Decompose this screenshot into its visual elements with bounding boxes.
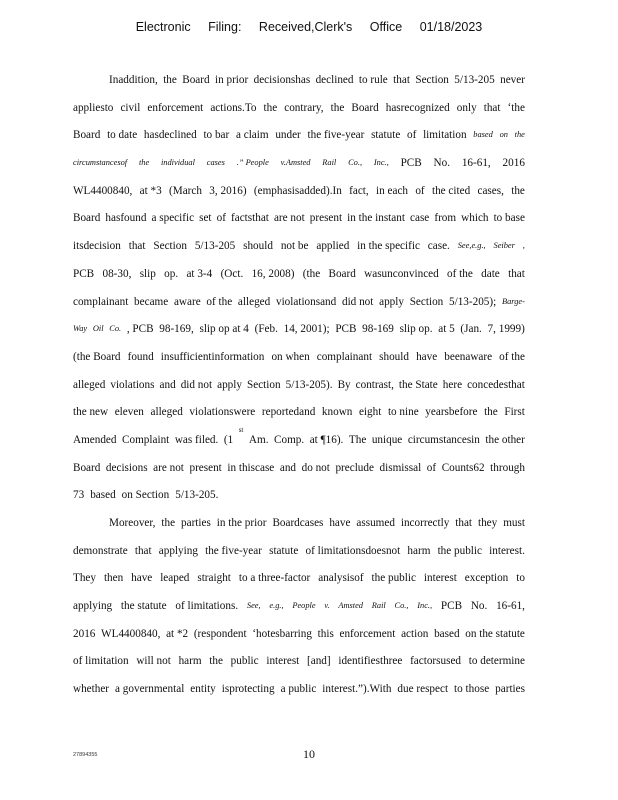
word: at 3-4: [186, 267, 213, 280]
word: did not: [180, 378, 213, 391]
word: 5/13-205).: [285, 378, 333, 391]
word: that: [128, 240, 146, 253]
word: harm: [407, 544, 431, 557]
word: parties: [495, 683, 525, 696]
word: WL4400840,: [101, 627, 161, 640]
word: PCB: [400, 157, 422, 170]
word: action: [401, 627, 429, 640]
word: (March: [169, 184, 202, 197]
word: factorsused: [410, 655, 462, 668]
word: Section: [415, 74, 449, 86]
word: No.: [433, 157, 451, 170]
word: (Jan.: [460, 323, 482, 336]
word: the cited: [431, 184, 471, 197]
word: By: [337, 378, 351, 391]
word: the five-year: [307, 129, 365, 142]
word: slip: [139, 267, 156, 280]
word: 14, 2001);: [283, 323, 330, 336]
word: Seiber: [493, 241, 515, 251]
word: which: [461, 212, 489, 225]
header-word: Electronic: [135, 20, 191, 34]
word: present: [309, 212, 343, 225]
word: the: [163, 74, 177, 86]
word: only: [456, 101, 477, 114]
word: was filed.: [174, 433, 219, 446]
word: Board: [182, 74, 210, 86]
word: Board: [73, 212, 101, 225]
word: PCB: [440, 600, 463, 613]
word: Co.,: [348, 158, 363, 168]
text-line: [73, 568, 525, 596]
word: enforcement: [339, 627, 396, 640]
word: apply: [379, 295, 404, 308]
word: the five-year: [205, 544, 262, 557]
word: identifiesthree: [338, 655, 403, 668]
word: demonstrate: [73, 544, 128, 557]
word: to a three-factor: [238, 572, 311, 585]
word: known: [321, 406, 353, 419]
word: the new: [73, 406, 109, 419]
word: itsdecision: [73, 240, 121, 253]
word: cases,: [477, 184, 504, 197]
word: to rule: [358, 74, 388, 86]
word: on: [499, 130, 508, 140]
word: First: [504, 406, 525, 419]
word: will not: [136, 655, 171, 668]
word: (1: [223, 433, 234, 446]
word: circumstancesof: [73, 158, 128, 168]
word: set: [199, 212, 212, 225]
word: of the: [499, 350, 525, 363]
word: applying: [73, 600, 113, 613]
word: the: [330, 101, 345, 114]
word: 2016: [73, 627, 96, 640]
text-line: [73, 624, 525, 652]
word: circumstancesin: [407, 433, 480, 446]
word: of: [415, 184, 425, 197]
word: of the: [447, 267, 473, 280]
word: declined: [315, 74, 354, 86]
word: Counts62: [441, 461, 485, 474]
word: case.: [427, 240, 450, 253]
word: the State: [398, 378, 438, 391]
word: Comp.: [274, 433, 305, 446]
word: actions.To: [210, 101, 257, 114]
header-word: Received,Clerk's: [258, 20, 353, 34]
word: to base: [493, 212, 525, 225]
word: 98-169: [362, 323, 394, 336]
document-body: [73, 70, 525, 707]
word: at *2: [166, 627, 189, 640]
word: individual: [160, 158, 195, 168]
word: dismissal: [379, 461, 422, 474]
word: ‘the: [507, 101, 525, 114]
word: 98-169,: [159, 323, 194, 336]
word: under: [275, 129, 301, 142]
word: to nine: [387, 406, 419, 419]
word: Boardcases: [272, 517, 324, 529]
text-line: [73, 181, 525, 209]
word: to those: [454, 683, 490, 696]
word: the other: [485, 433, 525, 446]
word: the public: [371, 572, 416, 585]
document-code: 27894355: [73, 752, 98, 758]
word: (Oct.: [220, 267, 244, 280]
word: present: [189, 461, 222, 474]
word: of the: [206, 295, 233, 308]
word: 5/13-205: [194, 240, 236, 253]
text-line: [73, 425, 525, 458]
word: the: [514, 130, 525, 140]
word: in the specific: [357, 240, 420, 253]
word: complainant: [316, 350, 373, 363]
text-line: [73, 347, 525, 375]
text-line: [73, 513, 525, 541]
word: 73: [73, 489, 85, 502]
word: on Section: [121, 489, 170, 502]
word: , PCB: [126, 323, 154, 336]
word: a public: [280, 683, 317, 696]
text-line: [73, 98, 525, 126]
word: hasrecognized: [385, 101, 450, 114]
word: the public: [437, 544, 482, 557]
word: slip op.: [399, 323, 433, 336]
word: interest.: [489, 544, 525, 557]
word: Barge-: [501, 296, 525, 306]
word: slip op at 4: [199, 323, 249, 336]
word: applied: [316, 240, 350, 253]
word: leaped: [160, 572, 190, 585]
word: 16-61,: [496, 600, 525, 613]
text-line: [73, 541, 525, 569]
word: from: [434, 212, 457, 225]
word: date: [481, 267, 500, 280]
word: entity: [190, 683, 216, 696]
word: interest: [423, 572, 457, 585]
word: applying: [158, 544, 198, 557]
word: 2016: [502, 157, 525, 170]
word: a specific: [151, 212, 195, 225]
word: assumed: [356, 517, 395, 529]
word: op.: [164, 267, 179, 280]
word: Section: [247, 378, 281, 391]
word: concedesthat: [467, 378, 525, 391]
text-line: [73, 264, 525, 292]
word: became: [134, 295, 169, 308]
text-line: [73, 402, 525, 430]
word: enforcement: [147, 101, 204, 114]
word: insufficientinformation: [160, 350, 265, 363]
word: Complaint: [122, 433, 170, 446]
word: statute: [269, 544, 299, 557]
text-line: [73, 485, 525, 513]
word: in prior: [214, 74, 249, 86]
word: the: [484, 406, 498, 419]
word: alleged: [73, 378, 106, 391]
word: hasdeclined: [143, 129, 197, 142]
word: public: [230, 655, 259, 668]
word: 16-61,: [461, 157, 491, 170]
word: incorrectly: [400, 517, 450, 529]
word: e.g.,: [269, 601, 284, 611]
word: 5/13-205: [454, 74, 495, 86]
word: of limitations.: [175, 600, 239, 613]
word: (respondent: [193, 627, 247, 640]
word: (the Board: [73, 350, 121, 363]
word: here: [442, 378, 463, 391]
word: Section: [409, 295, 444, 308]
word: aware: [173, 295, 201, 308]
word: No.: [470, 600, 488, 613]
word: and: [159, 378, 176, 391]
header-word: Office: [369, 20, 403, 34]
word: to date: [107, 129, 138, 142]
word: the: [138, 158, 150, 168]
word: (Feb.: [254, 323, 278, 336]
word: on the statute: [465, 627, 525, 640]
text-line: [73, 596, 525, 624]
word: 08-30,: [102, 267, 132, 280]
word: violationsand: [275, 295, 337, 308]
text-line: [73, 70, 525, 98]
word: are not: [153, 461, 184, 474]
word: must: [503, 517, 525, 529]
word: a governmental: [115, 683, 185, 696]
word: on when: [271, 350, 310, 363]
word: st: [238, 425, 244, 434]
word: People: [292, 601, 316, 611]
word: fact,: [349, 184, 369, 197]
word: contrary,: [284, 101, 324, 114]
text-line: [73, 319, 525, 347]
word: Co.,: [394, 601, 409, 611]
word: (the: [302, 267, 321, 280]
word: the: [511, 184, 525, 197]
word: statute: [371, 129, 401, 142]
word: Inaddition,: [109, 74, 158, 86]
word: the statute: [120, 600, 167, 613]
word: contrast,: [355, 378, 394, 391]
word: Oil: [92, 324, 104, 334]
word: that: [393, 74, 410, 86]
word: limitation: [423, 129, 467, 142]
word: that: [483, 101, 501, 114]
word: parties: [181, 517, 211, 529]
word: decisionshas: [253, 74, 311, 86]
word: Rail: [371, 601, 386, 611]
word: in each: [376, 184, 409, 197]
word: Board: [73, 461, 101, 474]
word: have: [416, 350, 438, 363]
word: due respect: [397, 683, 449, 696]
word: cases: [206, 158, 225, 168]
word: whether: [73, 683, 110, 696]
word: PCB: [335, 323, 357, 336]
word: appliesto: [73, 101, 114, 114]
word: apply: [217, 378, 242, 391]
filing-stamp-header: [0, 20, 618, 34]
word: Amended: [73, 433, 117, 446]
word: in thiscase: [227, 461, 275, 474]
word: 5/13-205);: [449, 295, 497, 308]
word: 3, 2016): [209, 184, 247, 197]
word: in the instant: [347, 212, 405, 225]
word: (emphasisadded).In: [253, 184, 342, 197]
word: that: [455, 517, 473, 529]
word: The: [348, 433, 367, 446]
word: should: [243, 240, 273, 253]
word: to: [516, 572, 525, 585]
word: the: [263, 101, 278, 114]
word: to bar: [203, 129, 230, 142]
text-line: [73, 651, 525, 679]
word: 5/13-205.: [175, 489, 219, 502]
word: at ¶16).: [309, 433, 344, 446]
word: eleven: [114, 406, 144, 419]
word: at 5: [438, 323, 455, 336]
word: complainant: [73, 295, 129, 308]
word: wasunconvinced: [364, 267, 439, 280]
word: .” People: [236, 158, 269, 168]
word: do not: [301, 461, 330, 474]
word: interest: [266, 655, 300, 668]
word: factsthat: [231, 212, 269, 225]
word: based: [473, 130, 493, 140]
word: are not: [273, 212, 305, 225]
text-line: [73, 375, 525, 403]
word: alleged: [150, 406, 183, 419]
word: Co.: [109, 324, 122, 334]
text-line: [73, 125, 525, 153]
word: civil: [120, 101, 141, 114]
word: the: [161, 517, 176, 529]
word: based: [434, 627, 460, 640]
word: then: [103, 572, 124, 585]
word: did not: [341, 295, 374, 308]
word: and: [279, 461, 297, 474]
word: case: [410, 212, 430, 225]
word: decisions: [105, 461, 148, 474]
word: eight: [358, 406, 382, 419]
word: See,: [246, 601, 261, 611]
word: unique: [371, 433, 403, 446]
word: ,: [522, 241, 525, 251]
word: of: [426, 461, 437, 474]
header-word: Filing:: [208, 20, 242, 34]
word: of limitationsdoesnot: [305, 544, 401, 557]
word: Section: [153, 240, 187, 253]
word: violations: [110, 378, 155, 391]
word: They: [73, 572, 96, 585]
word: alleged: [237, 295, 271, 308]
word: 16, 2008): [251, 267, 295, 280]
word: violationswere: [189, 406, 256, 419]
word: that: [508, 267, 525, 280]
word: at *3: [139, 184, 162, 197]
word: analysisof: [318, 572, 364, 585]
word: Amsted: [338, 601, 363, 611]
word: Board: [73, 129, 101, 142]
word: Board: [351, 101, 379, 114]
word: hasfound: [105, 212, 147, 225]
word: PCB: [73, 267, 95, 280]
text-line: [73, 458, 525, 486]
word: WL4400840,: [73, 184, 133, 197]
word: never: [500, 74, 525, 86]
word: have: [329, 517, 351, 529]
word: Moreover,: [109, 517, 156, 529]
word: should: [379, 350, 409, 363]
text-line: [73, 208, 525, 236]
word: Rail: [322, 158, 337, 168]
word: have: [131, 572, 153, 585]
word: preclude: [335, 461, 374, 474]
word: not be: [280, 240, 309, 253]
page-number: 10: [303, 747, 315, 761]
word: Am.: [248, 433, 269, 446]
word: that: [134, 544, 152, 557]
word: Board: [328, 267, 356, 280]
word: harm: [178, 655, 202, 668]
word: Inc.,: [373, 158, 389, 168]
word: the: [209, 655, 223, 668]
word: [and]: [307, 655, 331, 668]
word: exception: [464, 572, 509, 585]
word: found: [127, 350, 154, 363]
word: See,e.g.,: [457, 241, 486, 251]
word: isprotecting: [221, 683, 275, 696]
word: v.Amsted: [280, 158, 311, 168]
word: ‘hotesbarring: [252, 627, 312, 640]
text-line: [73, 292, 525, 320]
word: a claim: [235, 129, 269, 142]
word: based: [90, 489, 116, 502]
word: to determine: [468, 655, 525, 668]
word: of: [216, 212, 226, 225]
word: through: [490, 461, 525, 474]
word: of: [407, 129, 417, 142]
word: straight: [197, 572, 231, 585]
word: Way: [73, 324, 88, 334]
word: yearsbefore: [425, 406, 478, 419]
text-line: [73, 153, 525, 181]
word: Inc.,: [417, 601, 433, 611]
word: this: [317, 627, 334, 640]
word: beenaware: [444, 350, 493, 363]
word: v.: [324, 601, 330, 611]
word: reportedand: [261, 406, 316, 419]
word: in the prior: [216, 517, 267, 529]
word: of limitation: [73, 655, 129, 668]
word: they: [477, 517, 498, 529]
text-line: [73, 236, 525, 264]
text-line: [73, 679, 525, 707]
word: interest.”).With: [322, 683, 392, 696]
word: 7, 1999): [487, 323, 525, 336]
header-word: 01/18/2023: [419, 20, 483, 34]
